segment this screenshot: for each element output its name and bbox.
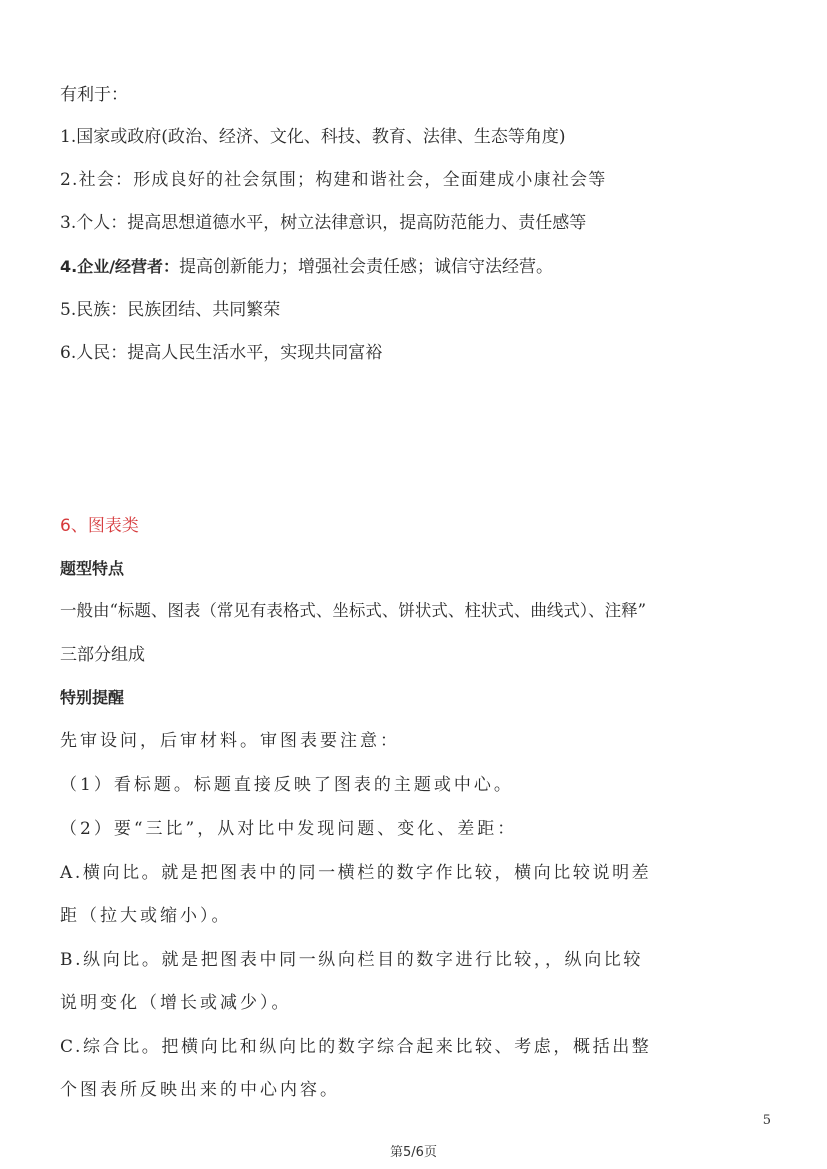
features-text-line-1: 一般由“标题、图表（常见有表格式、坐标式、饼状式、柱状式、曲线式）、注释” — [60, 601, 647, 620]
benefit-item-1: 1.国家或政府(政治、经济、文化、科技、教育、法律、生态等角度) — [60, 127, 566, 147]
reminder-line-3: （2）要“三比”，从对比中发现问题、变化、差距： — [60, 819, 518, 839]
reminder-line-1: 先审设问，后审材料。审图表要注意： — [60, 731, 400, 751]
reminder-line-9: 个图表所反映出来的中心内容。 — [60, 1080, 340, 1100]
reminder-line-4: A.横向比。就是把图表中的同一横栏的数字作比较，横向比较说明差 — [60, 863, 652, 883]
benefit-item-6: 6.人民：提高人民生活水平，实现共同富裕 — [60, 343, 383, 363]
page-footer: 第5/6页 — [390, 1145, 437, 1160]
benefit-item-4-text: 提高创新能力；增强社会责任感；诚信守法经营。 — [179, 257, 554, 277]
benefit-item-5: 5.民族：民族团结、共同繁荣 — [60, 300, 281, 320]
section-title: 6、图表类 — [60, 516, 139, 536]
reminder-line-7: 说明变化（增长或减少）。 — [60, 993, 292, 1013]
benefit-item-2: 2.社会：形成良好的社会氛围；构建和谐社会，全面建成小康社会等 — [60, 170, 607, 190]
reminder-line-2: （1）看标题。标题直接反映了图表的主题或中心。 — [60, 775, 514, 795]
benefit-item-4 — [60, 255, 553, 279]
features-heading: 题型特点 — [60, 559, 125, 578]
reminder-heading: 特别提醒 — [60, 688, 125, 707]
benefit-item-4-label: 4.企业/经营者： — [60, 257, 180, 276]
intro-text: 有利于： — [60, 85, 128, 105]
reminder-line-5: 距（拉大或缩小）。 — [60, 906, 232, 926]
page-number: 5 — [762, 1113, 771, 1128]
benefit-item-3: 3.个人：提高思想道德水平，树立法律意识，提高防范能力、责任感等 — [60, 213, 587, 233]
reminder-line-6: B.纵向比。就是把图表中同一纵向栏目的数字进行比较，，纵向比较 — [60, 950, 643, 970]
features-text-line-2: 三部分组成 — [60, 645, 145, 665]
reminder-line-8: C.综合比。把横向比和纵向比的数字综合起来比较、考虑，概括出整 — [60, 1037, 652, 1057]
